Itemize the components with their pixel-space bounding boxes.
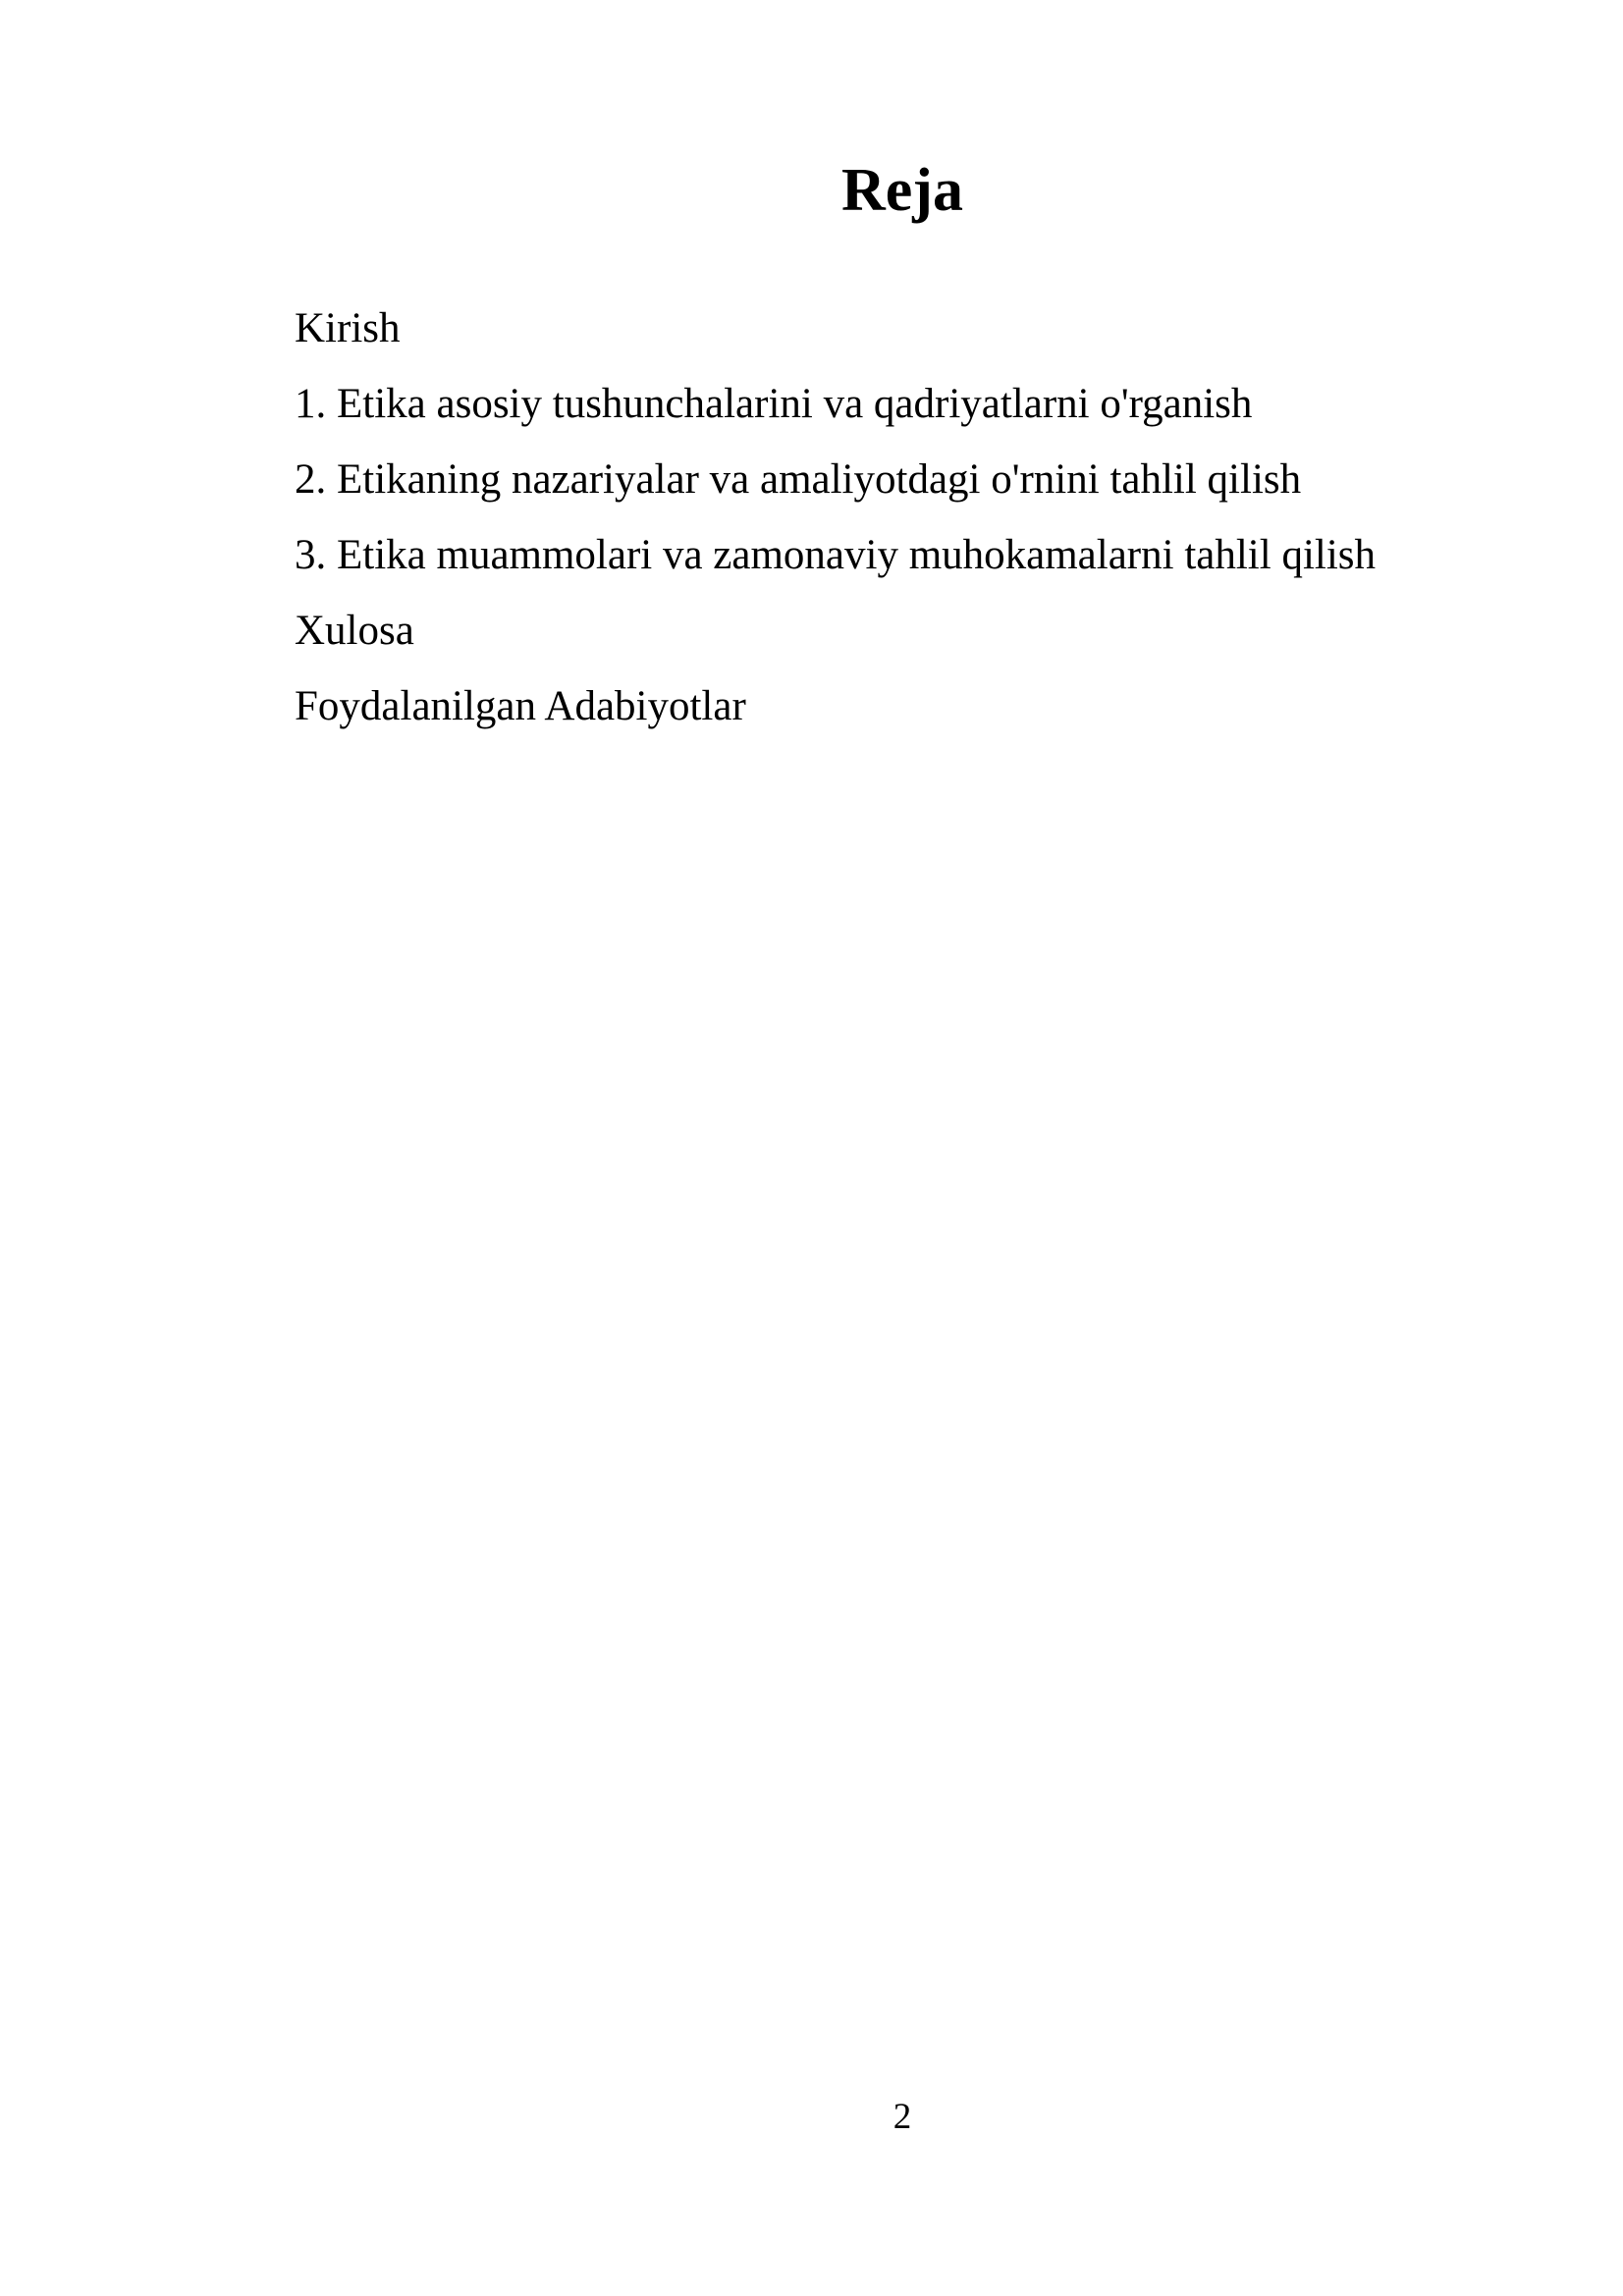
toc-item-conclusion: Xulosa (295, 608, 414, 654)
toc-item-chapter-1: 1. Etika asosiy tushunchalarini va qadriyatlarni o'rganish (295, 381, 1253, 427)
toc-item-introduction: Kirish (295, 305, 401, 351)
page-title: Reja (841, 157, 963, 224)
table-of-contents (295, 304, 1522, 758)
page-number: 2 (893, 2097, 912, 2137)
toc-item-chapter-2: 2. Etikaning nazariyalar va amaliyotdagi o'rnini tahlil qilish (295, 456, 1302, 503)
toc-item-chapter-3: 3. Etika muammolari va zamonaviy muhokamalarni tahlil qilish (295, 532, 1377, 578)
toc-item-references: Foydalanilgan Adabiyotlar (295, 683, 746, 729)
